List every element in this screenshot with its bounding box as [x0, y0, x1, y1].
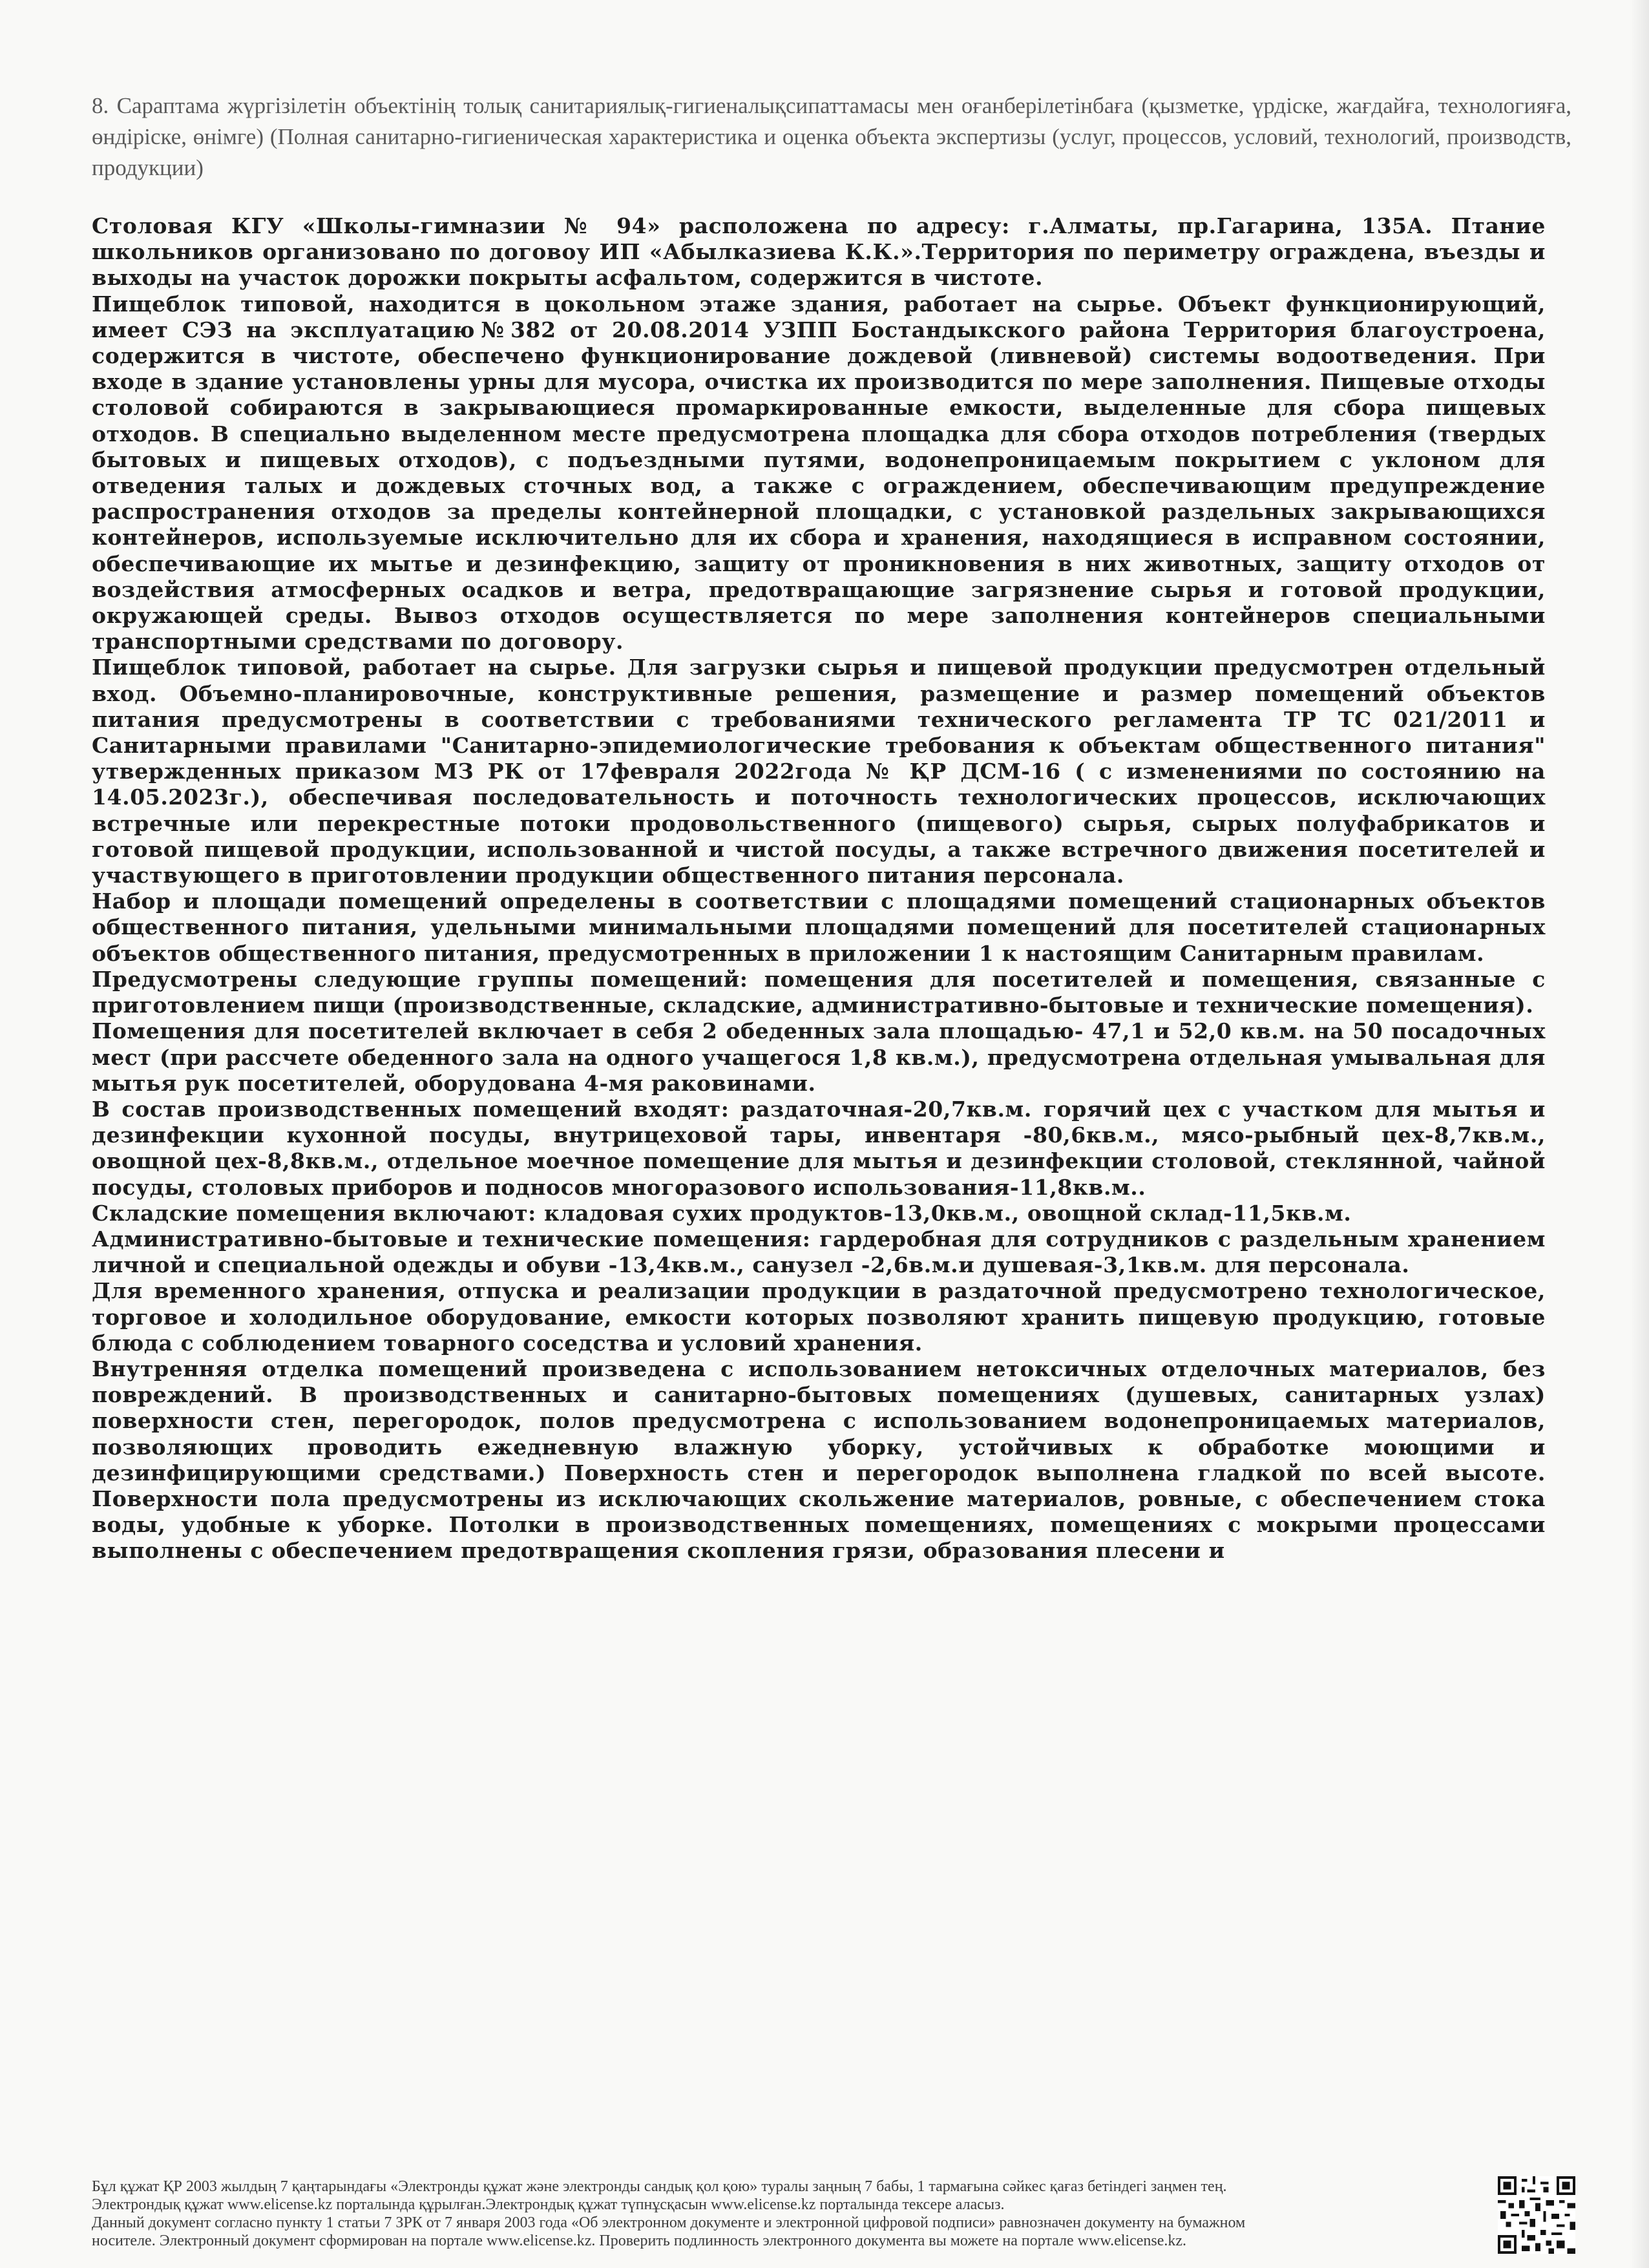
paragraph-visitor-rooms: Помещения для посетителей включает в себя 2 обеденных зала площадью- 47,1 и 52,0 кв.м. на 50 посадочных мест (при рассчете обеденного зала на одного учащегося 1,8 кв.м.), предусмотрена отдельная умывальная для мытья рук посетителей, оборудована 4-мя раковинами. [92, 1018, 1546, 1096]
electronic-document-notice [92, 2178, 1462, 2255]
paragraph-planning: Пищеблок типовой, работает на сырье. Для загрузки сырья и пищевой продукции предусмотрен отдельный вход. Объемно-планировочные, конструктивные решения, размещение и размер помещений объектов питания предусмотрены в соответствии с требованиями технического регламента ТР ТС 021/2011 и Санитарными правилами "Санитарно-эпидемиологические требования к объектам общественного питания" утвержденных приказом МЗ РК от 17февраля 2022года № ҚР ДСМ-16 ( с изменениями по состоянию на 14.05.2023г.), обеспечивая последовательность и поточность технологических процессов, исключающих встречные или перекрестные потоки продовольственного (пищевого) сырья, сырых полуфабрикатов и готовой пищевой продукции, использованной и чистой посуды, а также встречного движения посетителей и участвующего в приготовлении продукции общественного питания персонала. [92, 655, 1546, 888]
footer-line: носителе. Электронный документ сформирован на портале www.elicense.kz. Проверить подлинность электронного документа вы можете на портале www.elicense.kz. [92, 2232, 1187, 2249]
section-heading: 8. Сараптама жүргізілетін объектінің толық санитариялық-гигиеналықсипаттамасы мен оғанберілетінбаға (қызметке, үрдіске, жағдайға, технологияға, өндіріске, өнімге) (Полная санитарно-гигиеническая характеристика и оценка объекта экспертизы (услуг, процессов, условий, технологий, производств, продукции) [92, 93, 1571, 180]
paragraph-catering-unit: Пищеблок типовой, находится в цокольном этаже здания, работает на сырье. Объект функционирующий, имеет СЭЗ на эксплуатацию№382 от 20.08.2014 УЗПП Бостандыкского района Территория благоустроена, содержится в чистоте, обеспечено функционирование дождевой (ливневой) системы водоотведения. При входе в здание установлены урны для мусора, очистка их производится по мере заполнения. Пищевые отходы столовой собираются в закрывающиеся промаркированные емкости, выделенные для сбора пищевых отходов. В специально выделенном месте предусмотрена площадка для сбора отходов потребления (твердых бытовых и пищевых отходов), с подъездными путями, водонепроницаемым покрытием с уклоном для отведения талых и дождевых сточных вод, а также с ограждением, обеспечивающим предупреждение распространения отходов за пределы контейнерной площадки, с установкой раздельных закрывающихся контейнеров, используемые исключительно для их сбора и хранения, находящиеся в исправном состоянии, обеспечивающие их мытье и дезинфекцию, защиту от проникновения в них животных, защиту отходов от воздействия атмосферных осадков и ветра, предотвращающие загрязнение сырья и готовой продукции, окружающей среды. Вывоз отходов осуществляется по мере заполнения контейнеров специальными транспортными средствами по договору. [92, 291, 1546, 655]
paragraph-room-groups: Предусмотрены следующие группы помещений: помещения для посетителей и помещения, связанные с приготовлением пищи (производственные, складские, административно-бытовые и технические помещения). [92, 966, 1546, 1018]
paragraph-storage-rooms: Складские помещения включают: кладовая сухих продуктов-13,0кв.м., овощной склад-11,5кв.м. [92, 1200, 1352, 1226]
paragraph-interior-finish: Внутренняя отделка помещений произведена с использованием нетоксичных отделочных материалов, без повреждений. В производственных и санитарно-бытовых помещениях (душевых, санитарных узлах) поверхности стен, перегородок, полов предусмотрена с использованием водонепроницаемых материалов, позволяющих проводить ежедневную влажную уборку, устойчивых к обработке моющими и дезинфицирующими средствами.) Поверхность стен и перегородок выполнена гладкой по всей высоте. Поверхности пола предусмотрены из исключающих скольжение материалов, ровные, с обеспечением стока воды, удобные к уборке. Потолки в производственных помещениях, помещениях с мокрыми процессами выполнены с обеспечением предотвращения скопления грязи, образования плесени и [92, 1356, 1546, 1564]
paragraph-room-areas: Набор и площади помещений определены в соответствии с площадями помещений стационарных объектов общественного питания, удельными минимальными площадями помещений для посетителей стационарных объектов общественного питания, предусмотренных в приложении 1 к настоящим Санитарным правилам. [92, 888, 1546, 966]
paragraph-production-rooms: В состав производственных помещений входят: раздаточная-20,7кв.м. горячий цех с участком для мытья и дезинфекции кухонной посуды, внутрицеховой тары, инвентаря -80,6кв.м., мясо-рыбный цех-8,7кв.м., овощной цех-8,8кв.м., отдельное моечное помещение для мытья и дезинфекции столовой, стеклянной, чайной посуды, столовых приборов и подносов многоразового использования-11,8кв.м.. [92, 1096, 1546, 1200]
paragraph-location: Столовая КГУ «Школы-гимназии № 94» расположена по адресу: г.Алматы, пр.Гагарина, 135А. Птание школьников организовано по договоу ИП «Абылказиева К.К.».Территория по периметру ограждена, въезды и выходы на участок дорожки покрыты асфальтом, содержится в чистоте. [92, 213, 1546, 291]
paragraph-storage-equipment: Для временного хранения, отпуска и реализации продукции в раздаточной предусмотрено технологическое, торговое и холодильное оборудование, емкости которых позволяют хранить пищевую продукцию, готовые блюда с соблюдением товарного соседства и условий хранения. [92, 1278, 1546, 1356]
document-body [92, 213, 1546, 1564]
qr-code-icon [1498, 2176, 1575, 2254]
footer-line: Бұл құжат ҚР 2003 жылдың 7 қаңтарындағы «Электронды құжат және электронды сандық қол қою» туралы заңның 7 бабы, 1 тармағына сәйкес қағаз бетіндегі заңмен тең. [92, 2178, 1227, 2195]
scan-edge-shadow [1630, 0, 1649, 2268]
footer-line: Электрондық құжат www.elicense.kz порталында құрылған.Электрондық құжат түпнұсқасын www.elicense.kz порталында тексере аласыз. [92, 2196, 1005, 2213]
paragraph-admin-rooms: Административно-бытовые и технические помещения: гардеробная для сотрудников с раздельным хранением личной и специальной одежды и обуви -13,4кв.м., санузел -2,6в.м.и душевая-3,1кв.м. для персонала. [92, 1226, 1546, 1278]
footer-line: Данный документ согласно пункту 1 статьи 7 ЗРК от 7 января 2003 года «Об электронном документе и электронной цифровой подписи» равнозначен документу на бумажном [92, 2214, 1246, 2231]
